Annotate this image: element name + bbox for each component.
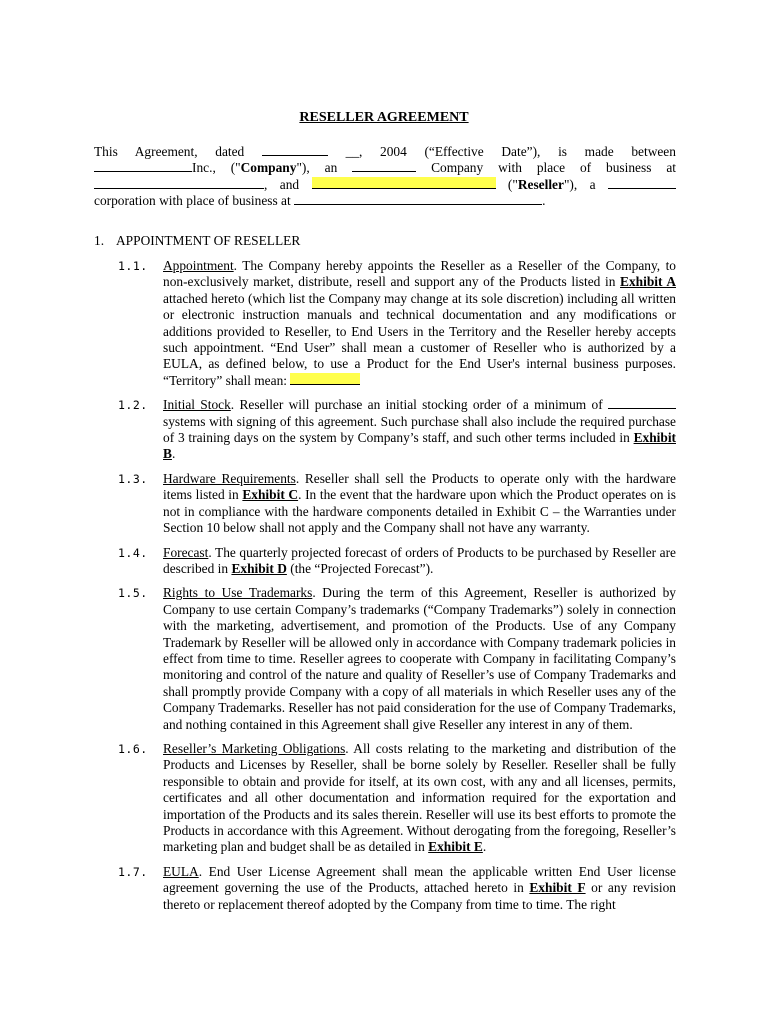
- clause-text: (the “Projected Forecast”).: [290, 560, 434, 576]
- intro-paragraph: [94, 144, 676, 210]
- clause-text: . The Company hereby appoints the Reseller as a Reseller of the Company, to non-exclusively market, distribute, resell and support any of the Products listed in: [163, 258, 676, 290]
- clause-number: 1.5.: [118, 586, 148, 601]
- exhibit-reference: Exhibit C: [242, 487, 299, 503]
- clause-1-1: [118, 258, 676, 389]
- reseller-term: Reseller: [517, 176, 564, 192]
- intro-year: 2004: [380, 144, 407, 159]
- blank-jurisdiction: [352, 160, 416, 172]
- intro-text: "), a: [563, 176, 596, 192]
- intro-text: __,: [345, 144, 363, 159]
- clause-1-6: [118, 741, 676, 856]
- intro-text: Inc., (": [192, 160, 241, 176]
- clause-text: . All costs relating to the marketing and distribution of the Products and Licenses by Reseller, shall be borne solely by Reseller. Reseller shall be fully responsible to obtain and provide for itself, at its own cost, with any and all licenses, permits, certificates and all other documentation and information required for the exportation and importation of the Products and its sales therein. Reseller will use its best efforts to promote the Products in accordance with this Agreement. Without derogating from the foregoing, Reseller’s marketing plan and budget shall be as detailed in: [163, 740, 676, 855]
- section-title: APPOINTMENT OF RESELLER: [116, 233, 301, 248]
- clause-number: 1.1.: [118, 259, 148, 273]
- section-heading-1: [94, 233, 300, 249]
- blank-date: [262, 144, 328, 156]
- clause-text: . Reseller shall sell the Products to operate only with the hardware items listed in: [163, 470, 676, 503]
- clause-text: attached hereto (which list the Company may change at its sole discretion) including all written or electronic instruction manuals and technical documentation and any modifications or additions provided to Reseller, to End Users in the Territory and the Reseller hereby accepts such appointment. “End User” shall mean a customer of Reseller who is authorized by a EULA, as defined below, to use a Product for the End User's internal business purposes. “Territory” shall mean:: [163, 290, 676, 388]
- intro-line-1: [94, 144, 676, 160]
- intro-text: (": [507, 176, 518, 192]
- blank-company-name: [94, 160, 192, 172]
- exhibit-reference: Exhibit F: [529, 880, 586, 896]
- intro-line-4: [94, 193, 676, 209]
- clause-title: Rights to Use Trademarks: [163, 585, 313, 601]
- intro-text: Company with place of business at: [431, 160, 676, 176]
- clause-1-4: [118, 545, 676, 578]
- blank-company-address: [94, 177, 264, 189]
- clause-1-3: [118, 471, 676, 537]
- exhibit-reference: Exhibit B: [163, 430, 676, 462]
- intro-text: (“Effective Date”), is made between: [424, 144, 676, 159]
- clause-text: . End User License Agreement shall mean the applicable written End User license agreement governing the use of the Products, attached hereto in: [163, 863, 676, 896]
- clause-text: . Reseller will purchase an initial stocking order of a minimum of: [230, 397, 603, 413]
- exhibit-reference: Exhibit D: [231, 560, 287, 576]
- clause-number: 1.3.: [118, 471, 148, 486]
- intro-text: , and: [264, 176, 300, 192]
- blank-reseller-address: [294, 193, 542, 205]
- clause-text: . The quarterly projected forecast of orders of Products to be purchased by Reseller are described in: [163, 544, 676, 576]
- clause-number: 1.4.: [118, 545, 148, 560]
- document-title: RESELLER AGREEMENT: [299, 110, 469, 125]
- blank-reseller-jurisdiction: [608, 177, 676, 189]
- blank-territory-highlighted: [290, 373, 360, 385]
- clause-text: or any revision thereto or replacement thereof adopted by the Company from time to time. The right: [163, 880, 676, 912]
- intro-line-2: [94, 160, 676, 176]
- intro-text: .: [542, 193, 546, 209]
- clause-text: .: [482, 839, 487, 855]
- blank-reseller-name-highlighted: [312, 177, 496, 189]
- blank-min-systems: [608, 397, 676, 409]
- intro-text: This Agreement, dated: [94, 144, 245, 159]
- clause-text: . In the event that the hardware upon which the Product operates on is not in compliance with the hardware components detailed in Exhibit C – the Warranties under Section 10 below shall not apply and the Company shall not have any warranty.: [163, 487, 676, 536]
- clauses-list: [118, 258, 676, 921]
- section-number: 1.: [94, 233, 105, 248]
- clause-number: 1.2.: [118, 398, 148, 413]
- clause-1-7: [118, 864, 676, 913]
- exhibit-reference: Exhibit E: [428, 839, 483, 855]
- clause-title: EULA: [163, 863, 199, 879]
- clause-text: . During the term of this Agreement, Reseller is authorized by Company to use certain Company’s trademarks (“Company Trademarks”) solely in connection with the marketing, advertisement, and promotion of the Products. Use of any Company Trademark by Reseller will be allowed only in accordance with Company trademark policies in effect from time to time. Reseller agrees to cooperate with Company in facilitating Company’s monitoring and control of the nature and quality of Reseller’s use of Company Trademarks and shall promptly provide Company with a copy of all materials in which Reseller uses any of the Company Trademarks. Reseller has not paid consideration for the use of Company Trademarks, and nothing contained in this Agreement shall give Reseller any interest in any of them.: [163, 585, 676, 732]
- clause-number: 1.6.: [118, 741, 148, 756]
- intro-text: "), an: [296, 160, 338, 176]
- intro-text: corporation with place of business at: [94, 193, 291, 209]
- company-term: Company: [240, 160, 297, 176]
- clause-1-5: [118, 585, 676, 733]
- clause-title: Initial Stock: [163, 397, 231, 413]
- clause-title: Hardware Requirements: [163, 470, 296, 486]
- clause-number: 1.7.: [118, 864, 148, 879]
- clause-text: .: [171, 446, 176, 462]
- clause-title: Forecast: [163, 544, 209, 560]
- intro-line-3: [94, 177, 676, 193]
- clause-title: Reseller’s Marketing Obligations: [163, 740, 346, 756]
- clause-text: systems with signing of this agreement. Such purchase shall also include the required purchase of 3 training days on the system by Company’s staff, and such other terms included in: [163, 413, 676, 446]
- clause-1-2: [118, 397, 676, 463]
- clause-title: Appointment: [163, 258, 234, 273]
- exhibit-reference: Exhibit A: [620, 274, 676, 290]
